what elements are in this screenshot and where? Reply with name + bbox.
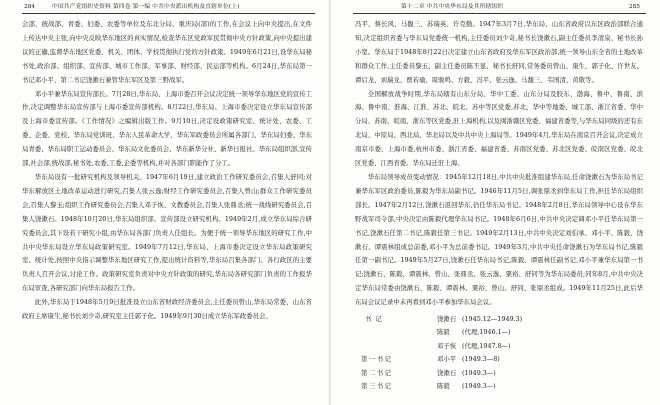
roster-row: [355, 367, 643, 380]
leadership-roster: [355, 313, 643, 393]
roster-name: 饶漱石: [437, 368, 457, 377]
roster-name: 陈毅: [437, 328, 450, 337]
roster-row: [355, 326, 643, 339]
roster-position: 第三书记: [361, 381, 393, 390]
roster-dates: (1949.3—8): [462, 355, 500, 364]
right-page-header: [331, 0, 660, 14]
roster-dates: (1949.3—): [462, 368, 496, 377]
roster-position: 第一书记: [361, 355, 393, 364]
left-page-header: [0, 0, 329, 14]
roster-dates: (代理,1946.1—): [462, 328, 511, 337]
roster-dates: (1945.12—1949.3): [462, 315, 523, 324]
paragraph: 邓小平兼华东局宣传部长。7月28日,华东局、上海市委召开会议决定统一领导华东地区党的宣传工作,决定调整华东局宣传部与上海市委宣传部机构。8月22日,华东局、上海市委决定设立华东局宣传部及上海市委宣传部。《工作情况》之编辑出版工作。9月10日,决定设政策研究室、统计处、农委、工委、企委、党校、华东局党训班、华东人民革命大学、华东军政委员会所属各部门、华东局妇委、华东局青委、华东局职工运动委员会、华东局文化委员会、华东新华分社、新华日报社。华东局组织部,宣传部,社会部,统战部,秘书处,农委,工委,企委等机构,并对各部门职能作了分工。: [22, 89, 312, 168]
right-page-body: [355, 18, 643, 393]
roster-name: 邓小平: [437, 355, 457, 364]
paragraph: 此外,华东局于1948年5月9日批准设立山东省财政经济委员会,主任委员曾山,华东局常委、山东省政府主席康生,秘书长刘少奇,研究室主任郭子化。1949年9月30日成立华东军政委员会。: [22, 298, 312, 321]
left-page-number: 284: [24, 4, 36, 10]
roster-row: [355, 340, 643, 353]
left-page: [0, 0, 329, 405]
right-page: [331, 0, 660, 405]
roster-position: 第二书记: [361, 368, 393, 377]
roster-name: 陈毅: [437, 381, 450, 390]
roster-row: [355, 313, 643, 326]
header-rule: [353, 13, 646, 14]
left-running-head: 中国共产党组织史资料 第四卷 第一编 中共中央派出机构及直辖单位(上): [52, 4, 240, 10]
paragraph: 会部、统战部、青委、妇委、农委等单位及东北分局、重庆局(部)的工作,在会议上向中央提出,在文件上传达中央主张,向中央反映华东地区的真实情况,检查华东区党政军民贯彻中央方针政策,向中央提出建议的正确,监督华东地区党委、机关、团体、学校贯彻执行党的方针政策。1949年6月21日,设华东局秘书处,政治部、组织部、宣传部、城市工作部、军事部、财经部、民运部等机构。6月24日,华东局第一书记邓小平、第二书记饶漱石兼管华东军区及第三野战军。: [22, 20, 312, 84]
right-running-head: 第十二章 中共中央华东局及其所辖组织: [401, 4, 504, 10]
roster-name: 饶漱石: [437, 315, 457, 324]
paragraph: 华东局领导成员变动情况：1945年12月18日,中共中央批准组建华东局,任命饶漱石为华东局书记兼华东军区政治委员,陈毅为华东局副书记。1946年11月5日,调张鼎丞到华东局工作,担任华东局组织部长。1947年2月12日,饶漱石返回华东,仍任华东局书记。1948年2月8日,华东局领导中心设在华东野战军司令部,中央决定由陈毅代理华东局书记。1948年6月6日,中共中央决定调邓小平任华东局第一书记,饶漱石任第二书记,陈毅任第三书记。1949年2月13日,中共中央决定刘伯承、邓小平、陈毅、饶漱石、谭震林组成总前委,邓小平为总前委书记。1949年3月,中共中央任命饶漱石为华东局书记,陈毅任第一副书记。1949年5月27日,饶漱石任华东局书记,陈毅、谭震林任副书记,邓小平兼华东局第一书记;饶漱石、陈毅、谭震林、曾山、张鼎丞、张云逸、粟裕、舒同等为华东局委员;同年8月,中共中央决定华东局常委由饶漱石、陈毅、谭震林、粟裕、曾山、舒同、张鼎丞组成。1949年11月25日,此后华东局会议记录中未再看到邓小平参加华东局会议。: [355, 172, 643, 307]
paragraph: 全国解放战争时期,华东局辖有山东分局、华中工委、山东分局及胶东、渤海、鲁中、鲁南、滨海、鲁中南、淮海、江淮、苏北、皖北、苏中等区党委,苏北、华中等地委、城工部、浙江省委、华中分局、苏南、皖南、浙东等区党委,驻上海机构,以及闽浙赣区党委、福建省委等,与华东局同级的还有东北局、中原局、西北局、华北局以及中共中央上海局等。1949年4月,华东局在南京召开会议,决定成立南京市委、上海市委,杭州市委、浙江省委、福建省委、苏南区党委、苏北区党委、皖南区党委、皖北区党委、江西省委。华东局迁驻上海。: [355, 89, 643, 168]
roster-name: 邓子恢: [437, 341, 457, 350]
paragraph: 华东局设有一批研究机构及领导机关。1947年6月19日,建立政治工作研究委员会,召集人舒同;对华东解放区土地改革运动进行研究,召集人张云逸;财经工作研究委员会,召集人曾山;群众工作研究委员会,召集人黎玉;组织工作研究委员会,召集人邓子恢、文教委员会,召集人张鼎丞;统一战线研究委员会,召集人饶漱石。1948年10月20日,华东局组织部、宣传部设立研究机构。1949年2月,成立华东局综合研究委员会,其下设若干研究小组,由华东局各部门负责人任组长。为便于统一领导华东地区的研究工作,中共中央华东局设立华东局政策研究室。1949年7月12日,华东局、上海市委决定设立华东局政策研究室、统计处,按照中央指示调整华东地区研究工作,提出统计资料等,华东局召集各部门、各行政区的主要负责人召开会议,讨论工作。政策研究室负责对中央方针政策的研究,华东局各研究部门负责的工作报华东局审查,各研究部门向华东局报告工作。: [22, 172, 312, 293]
roster-position: 书记: [365, 315, 386, 324]
roster-row: [355, 380, 643, 393]
header-rule: [22, 13, 315, 14]
right-page-number: 285: [628, 4, 640, 10]
roster-dates: (1949.3—): [462, 381, 496, 390]
left-page-body: [22, 18, 312, 324]
paragraph: 冯平、蔡长风、马馥三、苏瑞英、许克勤。1947年3月7日,华东局、山东省政府以东区政治部联合通知,决定组织省委与华东局党委统一机构,主任委员刘少奇,秘书长饶漱石,副主任委员李清泉、秘书长孙小宽。华东局于1948年8月22日决定建立山东省政府及华东军区政治部,统一领导山东全省的土地改革和群众工作,主任委员黎玉、副主任委员陈丕显、秘书长舒同,常务委员曾山、康生、郭子化、许世友、谭启龙、刘瑞龙、贾若瑜、周骏鸣、方毅、冯平、张云逸、马馥三、韦国清、黄敬等。: [355, 20, 643, 84]
roster-row: [355, 353, 643, 366]
roster-dates: (代理,1947.8—): [462, 341, 511, 350]
